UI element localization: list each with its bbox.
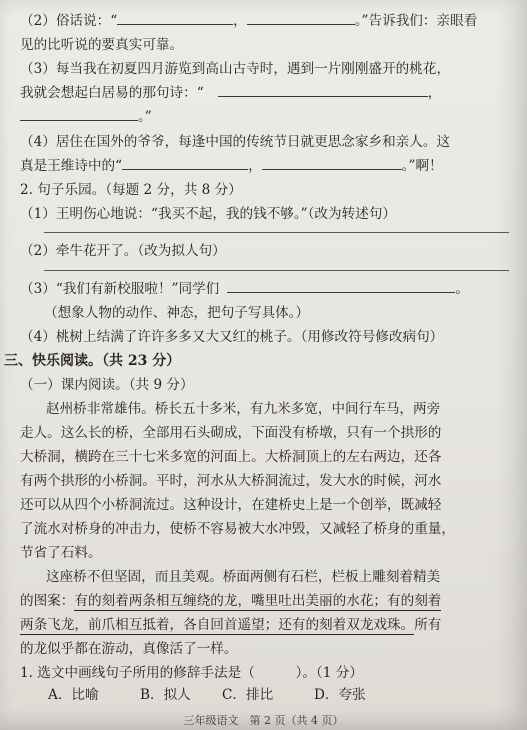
passage-line: 的龙似乎都在游动，真像活了一样。	[20, 641, 238, 657]
passage-line: 这座桥不但坚固，而且美观。桥面两侧有石栏，栏板上雕刻着精美	[46, 569, 441, 585]
option[interactable]: D．夸张	[314, 687, 366, 703]
q-reported-speech: （1）王明伤心地说：“我买不起，我的钱不够。”（改为转述句）	[20, 206, 396, 222]
answer-blank[interactable]	[20, 108, 138, 121]
answer-line[interactable]	[44, 232, 509, 233]
text-line: 真是王维诗中的“ ， 。”啊！	[20, 158, 443, 174]
hint-text: （想象人物的动作、神态，把句子写具体。）	[44, 305, 310, 321]
passage-line: 还可以从四个小桥洞流过。这种设计，在建桥史上是一个创举，既减轻	[20, 497, 442, 513]
answer-blank[interactable]	[227, 280, 455, 293]
page-footer: 三年级语文 第 2 页（共 4 页）	[183, 714, 344, 727]
answer-blank[interactable]	[117, 12, 233, 25]
q-wangwei: （4）居住在国外的爷爷，每逢中国的传统节日就更思念家乡和亲人。这	[20, 134, 451, 150]
question-1: 1. 选文中画线句子所用的修辞手法是（ ）。（1 分）	[20, 665, 363, 681]
passage-line: 大桥洞，横跨在三十七米多宽的河面上。大桥洞顶上的左右两边，还各	[20, 449, 442, 465]
q-personification: （2）牵牛花开了。（改为拟人句）	[20, 243, 226, 259]
text-line: 见的比听说的要真实可靠。	[20, 37, 184, 53]
option[interactable]: C．排比	[222, 687, 274, 703]
passage-line: 节省了石料。	[20, 545, 102, 561]
answer-blank[interactable]	[247, 12, 355, 25]
section-sentence-garden: 2. 句子乐园。（每题 2 分，共 8 分）	[20, 182, 242, 198]
section-reading: 三、快乐阅读。（共 23 分）	[4, 353, 181, 369]
passage-line: 的图案：有的刻着两条相互缠绕的龙，嘴里吐出美丽的水花；有的刻着	[20, 593, 442, 609]
passage-line: 有两个拱形的小桥洞。平时，河水从大桥洞流过，发大水的时候，河水	[20, 473, 442, 489]
answer-blank[interactable]	[262, 157, 402, 170]
option[interactable]: A．比喻	[48, 687, 99, 703]
question-1-options	[48, 686, 527, 704]
answer-line[interactable]	[44, 270, 509, 271]
q-expand-sentence: （3）“我们有新校服啦！”同学们 。	[20, 281, 469, 297]
passage-line: 赵州桥非常雄伟。桥长五十多米，有九米多宽，中间行车马，两旁	[46, 401, 441, 417]
underlined-sentence: 有的刻着两条相互缠绕的龙，嘴里吐出美丽的水花；有的刻着	[74, 593, 442, 609]
underlined-sentence: 两条飞龙，前爪相互抵着，各自回首遥望；还有的刻着双龙戏珠。	[20, 617, 415, 633]
q-proverb: （2）俗话说：“ ， 。”告诉我们：亲眼看	[20, 13, 478, 29]
passage-line: 走人。这么长的桥，全部用石头砌成，下面没有桥墩，只有一个拱形的	[20, 425, 442, 441]
q-poem: （3）每当我在初夏四月游览到高山古寺时，遇到一片刚刚盛开的桃花，	[20, 61, 451, 77]
text-line: 我就会想起白居易的那句诗：“ ，	[20, 85, 442, 101]
q-correction: （4）桃树上结满了许许多多又大又红的桃子。（用修改符号修改病句）	[20, 329, 444, 345]
answer-blank[interactable]	[218, 84, 428, 97]
text-line: 。”	[20, 108, 520, 126]
answer-blank[interactable]	[122, 157, 248, 170]
passage-line: 两条飞龙，前爪相互抵着，各自回首遥望；还有的刻着双龙戏珠。所有	[20, 617, 442, 633]
section-in-class-reading: （一）课内阅读。（共 9 分）	[20, 377, 194, 393]
option[interactable]: B．拟人	[140, 687, 191, 703]
passage-line: 了流水对桥身的冲击力，使桥不容易被大水冲毁，又减轻了桥身的重量，	[20, 521, 455, 537]
